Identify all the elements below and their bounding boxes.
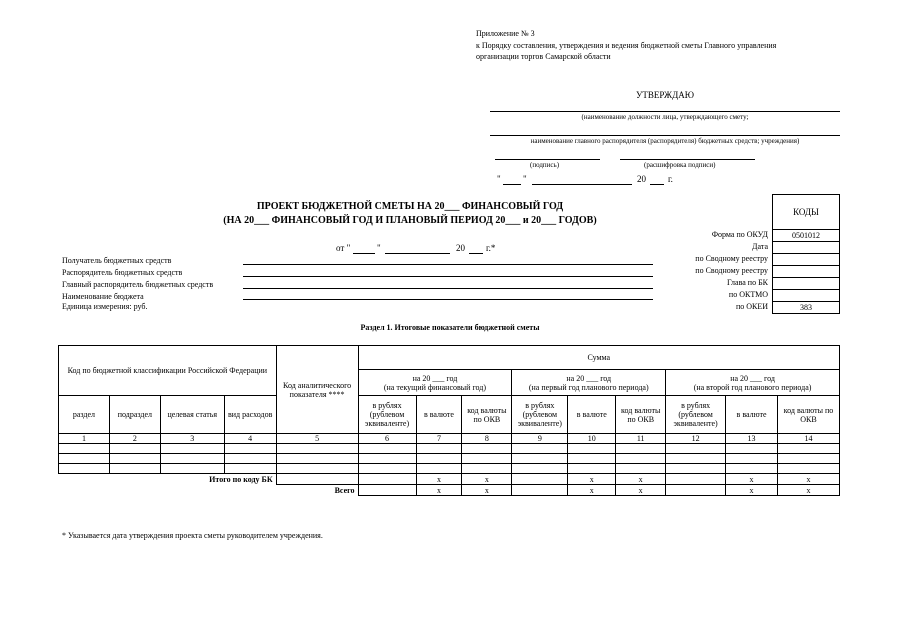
total-label: Всего (59, 485, 359, 496)
budget-name-label: Наименование бюджета (62, 292, 144, 301)
x-mark: x (616, 474, 666, 485)
x-mark: x (778, 474, 840, 485)
appendix-line2: к Порядку составления, утверждения и ведения бюджетной сметы Главного управления (476, 41, 777, 50)
x-mark: x (726, 485, 778, 496)
period-second (666, 370, 840, 396)
col-okv-3: код валюты по ОКВ (778, 396, 840, 434)
x-mark: x (462, 474, 512, 485)
doc-month-line (385, 253, 450, 254)
chief-manager-line (243, 288, 653, 289)
table-row (59, 444, 840, 454)
manager-label: Распорядитель бюджетных средств (62, 268, 183, 277)
col-num: 12 (666, 434, 726, 444)
decoding-line (620, 159, 755, 160)
approve-manager-caption: наименование главного распорядителя (распорядителя) бюджетных средств; учреждения) (530, 137, 800, 145)
codes-table (772, 194, 840, 314)
col-okv-1: код валюты по ОКВ (462, 396, 512, 434)
doc-day-line (353, 253, 375, 254)
col-cur-3: в валюте (726, 396, 778, 434)
code-registry-2 (773, 266, 840, 278)
col-num: 6 (358, 434, 416, 444)
decoding-caption: (расшифровка подписи) (644, 161, 716, 169)
approve-manager-line (490, 135, 840, 136)
recipient-label: Получатель бюджетных средств (62, 256, 172, 265)
codes-header: КОДЫ (773, 195, 840, 230)
period-current (358, 370, 512, 396)
col-num: 3 (160, 434, 224, 444)
estimate-table (58, 345, 840, 496)
analytic-header: Код аналитического показателя **** (276, 346, 358, 434)
doc-date-mid: " (377, 243, 381, 253)
section-title: Раздел 1. Итоговые показатели бюджетной сметы (360, 323, 540, 332)
footnote: * Указывается дата утверждения проекта сметы руководителем учреждения. (62, 531, 323, 540)
col-num: 9 (512, 434, 568, 444)
approve-position-caption: (наименование должности лица, утверждающего смету; (581, 113, 749, 121)
col-num: 8 (462, 434, 512, 444)
x-mark: x (726, 474, 778, 485)
col-num: 7 (416, 434, 462, 444)
col-expense-type: вид расходов (224, 396, 276, 434)
approve-date-q1: " (497, 174, 501, 184)
approve-position-line (490, 111, 840, 112)
approve-month-line (532, 184, 632, 185)
col-cur-2: в валюте (568, 396, 616, 434)
number-row (59, 434, 840, 444)
table-row (59, 454, 840, 464)
col-subsection: подраздел (109, 396, 160, 434)
approve-title: УТВЕРЖДАЮ (636, 90, 695, 100)
code-label-registry-1: по Сводному реестру (695, 254, 768, 263)
code-label-oktmo: по ОКТМО (728, 290, 768, 299)
code-label-date: Дата (752, 242, 768, 251)
period-first (512, 370, 666, 396)
total-row (59, 485, 840, 496)
sum-header: Сумма (358, 346, 839, 370)
x-mark: x (778, 485, 840, 496)
col-num: 2 (109, 434, 160, 444)
col-cur-1: в валюте (416, 396, 462, 434)
col-num: 10 (568, 434, 616, 444)
code-registry-1 (773, 254, 840, 266)
col-rub-1: в рублях (рублевом эквиваленте) (358, 396, 416, 434)
approve-date-q2: " (523, 174, 527, 184)
col-num: 1 (59, 434, 110, 444)
col-num: 5 (276, 434, 358, 444)
x-mark: x (568, 485, 616, 496)
code-bk (773, 278, 840, 290)
col-section: раздел (59, 396, 110, 434)
doc-title-line1: ПРОЕКТ БЮДЖЕТНОЙ СМЕТЫ НА 20___ ФИНАНСОВЫЙ ГОД (256, 201, 564, 212)
bk-header: Код по бюджетной классификации Российской Федерации (59, 346, 277, 396)
table-row (59, 464, 840, 474)
doc-date-suffix: г.* (486, 243, 496, 253)
period-first-desc: (на первый год планового периода) (528, 382, 649, 392)
code-okud: 0501012 (773, 230, 840, 242)
col-num: 13 (726, 434, 778, 444)
code-label-okei: по ОКЕИ (735, 302, 768, 311)
col-num: 4 (224, 434, 276, 444)
approve-year-line (650, 184, 664, 185)
period-current-desc: (на текущий финансовый год) (383, 382, 487, 392)
appendix-line1: Приложение № 3 (476, 29, 535, 38)
code-label-okud: Форма по ОКУД (711, 230, 768, 239)
approve-day-line (503, 184, 521, 185)
appendix-line3: организации торгов Самарской области (476, 52, 611, 61)
col-num: 11 (616, 434, 666, 444)
code-label-registry-2: по Сводному реестру (695, 266, 768, 275)
col-target: целевая статья (160, 396, 224, 434)
manager-line (243, 276, 653, 277)
period-current-year: на 20 ___ год (412, 373, 458, 383)
period-second-desc: (на второй год планового периода) (693, 382, 812, 392)
doc-title-line2: (НА 20___ ФИНАНСОВЫЙ ГОД И ПЛАНОВЫЙ ПЕРИОД 20___ и 20___ ГОДОВ) (223, 215, 597, 226)
x-mark: x (568, 474, 616, 485)
x-mark: x (462, 485, 512, 496)
total-bk-row (59, 474, 840, 485)
approve-date-year: 20 (637, 174, 646, 184)
doc-year-line (469, 253, 483, 254)
col-rub-3: в рублях (рублевом эквиваленте) (666, 396, 726, 434)
code-date (773, 242, 840, 254)
recipient-line (243, 264, 653, 265)
col-num: 14 (778, 434, 840, 444)
unit-label: Единица измерения: руб. (62, 302, 148, 311)
period-second-year: на 20 ___ год (730, 373, 775, 383)
signature-caption: (подпись) (530, 161, 560, 169)
approve-date-suffix: г. (668, 174, 673, 184)
chief-manager-label: Главный распорядитель бюджетных средств (62, 280, 214, 289)
code-label-bk: Глава по БК (727, 278, 768, 287)
code-okei: 383 (773, 302, 840, 314)
budget-name-line (243, 299, 653, 300)
doc-date-prefix: от " (336, 243, 351, 253)
col-okv-2: код валюты по ОКВ (616, 396, 666, 434)
code-oktmo (773, 290, 840, 302)
x-mark: x (416, 474, 462, 485)
total-bk-label: Итого по коду БК (59, 474, 277, 485)
period-first-year: на 20 ___ год (566, 373, 612, 383)
x-mark: x (616, 485, 666, 496)
x-mark: x (416, 485, 462, 496)
doc-date-year: 20 (456, 243, 465, 253)
signature-line (495, 159, 600, 160)
col-rub-2: в рублях (рублевом эквиваленте) (512, 396, 568, 434)
